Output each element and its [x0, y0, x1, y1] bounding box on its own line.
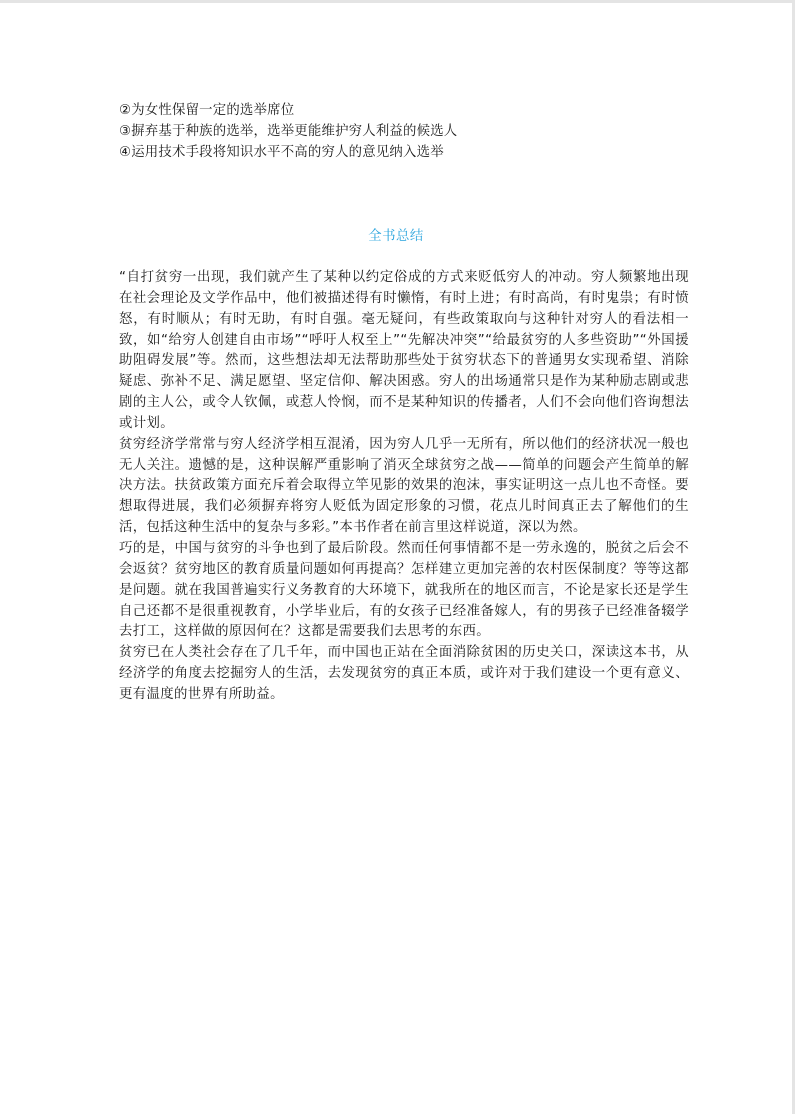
paragraph-4: 贫穷已在人类社会存在了几千年，而中国也正站在全面消除贫困的历史关口，深读这本书，从经济学的角度去挖掘穷人的生活，去发现贫穷的真正本质，或许对于我们建设一个更有意义、更有温度的世界有所助益。: [119, 645, 689, 702]
summary-body: [119, 268, 689, 706]
document-page: [0, 3, 792, 1114]
paragraph-2: 贫穷经济学常常与穷人经济学相互混淆，因为穷人几乎一无所有，所以他们的经济状况一般也无人关注。遗憾的是，这种误解严重影响了消灭全球贫穷之战——简单的问题会产生简单的解决方法。扶贫政策方面充斥着会取得立竿见影的效果的泡沫，事实证明这一点儿也不奇怪。要想取得进展，我们必须摒弃将穷人贬低为固定形象的习惯，花点儿时间真正去了解他们的生活，包括这种生活中的复杂与多彩。”本书作者在前言里这样说道，深以为然。: [119, 436, 689, 536]
option-2: ②为女性保留一定的选举席位: [119, 103, 295, 118]
paragraph-3: 巧的是，中国与贫穷的斗争也到了最后阶段。然而任何事情都不是一劳永逸的，脱贫之后会不会返贫？贫穷地区的教育质量问题如何再提高？怎样建立更加完善的农村医保制度？等等这都是问题。就在我国普遍实行义务教育的大环境下，就我所在的地区而言，不论是家长还是学生自己还都不是很重视教育，小学毕业后，有的女孩子已经准备嫁人，有的男孩子已经准备辍学去打工，这样做的原因何在？这都是需要我们去思考的东西。: [119, 540, 689, 640]
option-3: ③摒弃基于种族的选举，选举更能维护穷人利益的候选人: [119, 124, 458, 139]
answer-options: [119, 100, 699, 163]
option-4: ④运用技术手段将知识水平不高的穷人的意见纳入选举: [119, 145, 444, 160]
paragraph-1: “自打贫穷一出现，我们就产生了某种以约定俗成的方式来贬低穷人的冲动。穷人频繁地出现在社会理论及文学作品中，他们被描述得有时懒惰，有时上进；有时高尚，有时鬼祟；有时愤怒，有时顺从；有时无助，有时自强。毫无疑问，有些政策取向与这种针对穷人的看法相一致，如“给穷人创建自由市场”“呼吁人权至上”“先解决冲突”“给最贫穷的人多些资助”“外国援助阻碍发展”等。然而，这些想法却无法帮助那些处于贫穷状态下的普通男女实现希望、消除疑虑、弥补不足、满足愿望、坚定信仰、解决困惑。穷人的出场通常只是作为某种励志剧或悲剧的主人公，或令人钦佩，或惹人怜悯，而不是某种知识的传播者，人们不会向他们咨询想法或计划。: [119, 270, 689, 431]
summary-heading: 全书总结: [368, 229, 424, 244]
